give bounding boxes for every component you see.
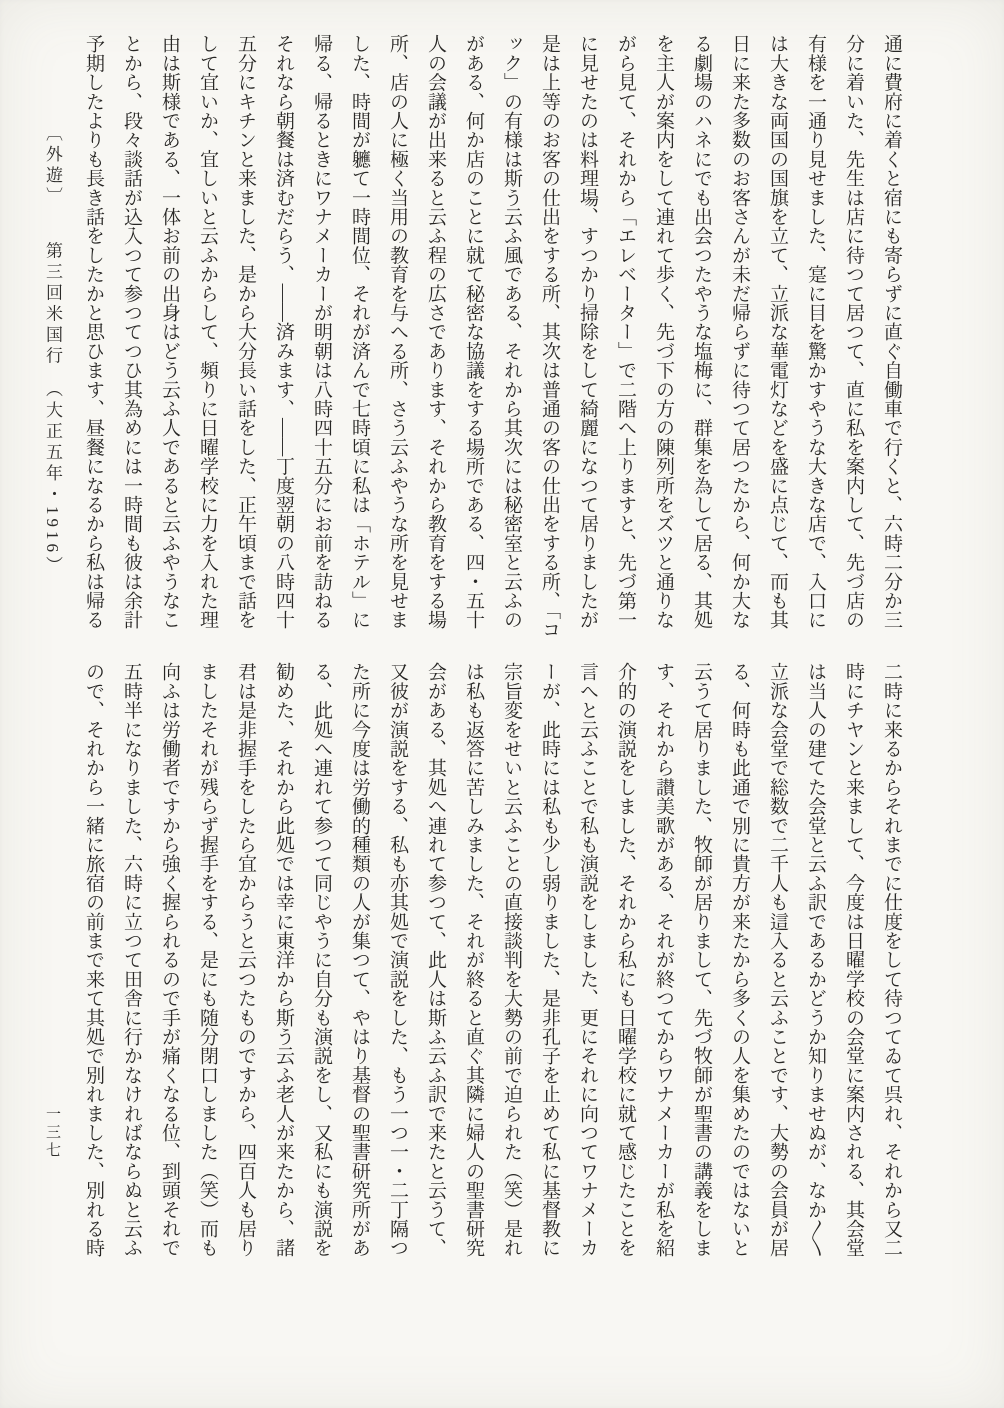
- text-column: る、此処へ連れて参つて同じやうに自分も演説をし、又私にも演説を: [311, 662, 332, 1258]
- text-column: 勧めた、それから此処では幸に東洋から斯う云ふ老人が来たから、諸: [273, 662, 294, 1258]
- text-block-top: [74, 34, 910, 639]
- text-column: ック」の有様は斯う云ふ風である、それから其次には秘密室と云ふの: [501, 34, 522, 630]
- text-column: 二時に来るからそれまでに仕度をして待つてゐて呉れ、それから又二: [881, 662, 902, 1258]
- text-column: 帰る、帰るときにワナメーカーが明朝は八時四十五分にお前を訪ねる: [311, 34, 332, 630]
- text-column: 言へと云ふことで私も演説をしました、更にそれに向つてワナメーカ: [577, 662, 598, 1258]
- text-column: 五分にキチンと来ました、是から大分長い話をした、正午頃まで話を: [235, 34, 256, 630]
- text-column: 云うて居りました、牧師が居りまして、先づ牧師が聖書の講義をしま: [691, 662, 712, 1258]
- text-column: ーが、此時には私も少し弱りました、是非孔子を止めて私に基督教に: [539, 662, 560, 1258]
- text-column: 又彼が演説をする、私も亦其処で演説をした、もう一つ一・二丁隔つ: [387, 662, 408, 1258]
- text-column: ので、それから一緒に旅宿の前まで来て其処で別れました、別れる時: [83, 662, 104, 1258]
- text-column: 介的の演説をしました、それから私にも日曜学校に就て感じたことを: [615, 662, 636, 1258]
- text-column: 予期したよりも長き話をしたかと思ひます、昼餐になるから私は帰る: [83, 34, 104, 630]
- text-column: を主人が案内をして連れて歩く、先づ下の方の陳列所をズツと通りな: [653, 34, 674, 630]
- text-column: 時にチヤンと来まして、今度は日曜学校の会堂に案内される、其会堂: [843, 662, 864, 1258]
- text-column: る劇場のハネにでも出会つたやうな塩梅に、群集を為して居る、其処: [691, 34, 712, 630]
- text-block-bottom: [74, 662, 910, 1264]
- text-column: す、それから讃美歌がある、それが終つてからワナメーカーが私を紹: [653, 662, 674, 1258]
- text-column: 分に着いた、先生は店に待つて居つて、直に私を案内して、先づ店の: [843, 34, 864, 630]
- page-number: 一三七: [44, 1106, 60, 1160]
- text-column: 通に費府に着くと宿にも寄らずに直ぐ自働車で行くと、六時二分か三: [881, 34, 902, 630]
- text-column: して宜いか、宜しいと云ふからして、頻りに日曜学校に力を入れた理: [197, 34, 218, 630]
- text-column: がある、何か店のことに就て秘密な協議をする場所である、四・五十: [463, 34, 484, 630]
- running-head: 〔外遊〕 第三回米国行 （大正五年・1916）: [43, 124, 62, 577]
- text-column: 日に来た多数のお客さんが未だ帰らずに待つて居つたから、何か大な: [729, 34, 750, 630]
- text-column: 由は斯様である、一体お前の出身はどう云ふ人であると云ふやうなこ: [159, 34, 180, 630]
- text-column: 会がある、其処へ連れて参つて、此人は斯ふ云ふ訳で来たと云うて、: [425, 662, 446, 1258]
- text-column: は大きな両国の国旗を立て、立派な華電灯などを盛に点じて、而も其: [767, 34, 788, 630]
- text-column: は私も返答に苦しみました、それが終ると直ぐ其隣に婦人の聖書研究: [463, 662, 484, 1258]
- text-column: とから、段々談話が込入つて参つてつひ其為めには一時間も彼は余計: [121, 34, 142, 630]
- text-column: る、何時も此通で別に貴方が来たから多くの人を集めたのではないと: [729, 662, 750, 1258]
- text-column: ましたそれが残らず握手をする、是にも随分閉口しました（笑）而も: [197, 662, 218, 1258]
- text-column: 五時半になりました、六時に立つて田舎に行かなければならぬと云ふ: [121, 662, 142, 1258]
- text-column: 向ふは労働者ですから強く握られるので手が痛くなる位、到頭それで: [159, 662, 180, 1258]
- text-column: に見せたのは料理場、すつかり掃除をして綺麗になつて居りましたが: [577, 34, 598, 630]
- text-column: 人の会議が出来ると云ふ程の広さであります、それから教育をする場: [425, 34, 446, 630]
- text-column: 宗旨変をせいと云ふことの直接談判を大勢の前で迫られた（笑）是れ: [501, 662, 522, 1258]
- text-column: 君は是非握手をしたら宜からうと云つたものですから、四百人も居り: [235, 662, 256, 1258]
- text-column: がら見て、それから「エレベーター」で二階へ上りますと、先づ第一: [615, 34, 636, 630]
- text-column: は当人の建てた会堂と云ふ訳であるかどうか知りませぬが、なか〱: [805, 662, 826, 1257]
- text-column: した、時間が軈て一時間位、それが済んで七時頃に私は「ホテル」に: [349, 34, 370, 630]
- text-column: 所、店の人に極く当用の教育を与へる所、さう云ふやうな所を見せま: [387, 34, 408, 630]
- text-column: 是は上等のお客の仕出をする所、其次は普通の客の仕出をする所、「コ: [539, 34, 560, 639]
- text-column: 有様を一通り見せました、寔に目を驚かすやうな大きな店で、入口に: [805, 34, 826, 630]
- text-column: それなら朝餐は済むだらう、――済みます、――丁度翌朝の八時四十: [273, 34, 294, 630]
- text-column: た所に今度は労働的種類の人が集つて、やはり基督の聖書研究所があ: [349, 662, 370, 1258]
- text-column: 立派な会堂で総数で二千人も這入ると云ふことです、大勢の会員が居: [767, 662, 788, 1258]
